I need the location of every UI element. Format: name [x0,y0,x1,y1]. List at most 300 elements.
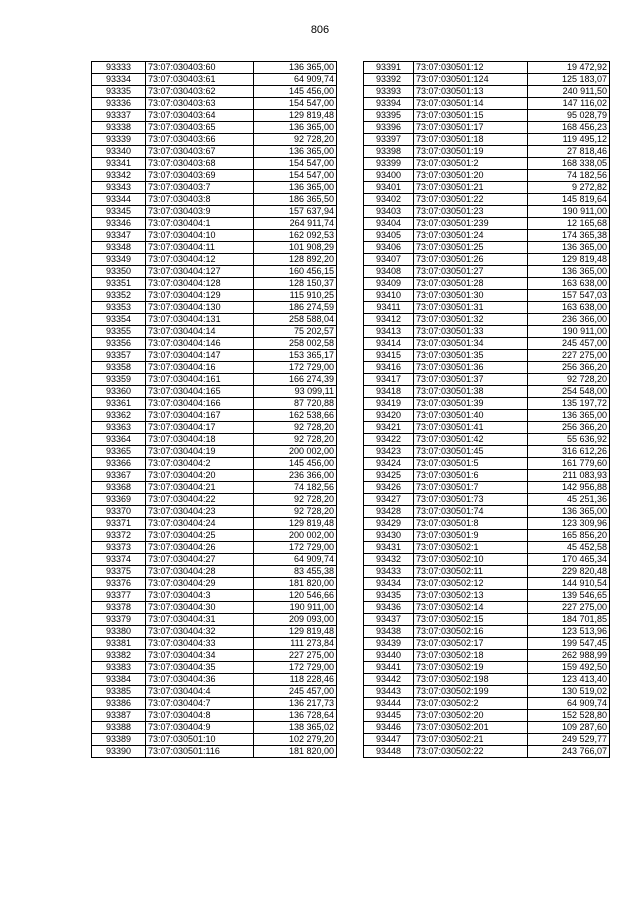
amount-cell: 245 457,00 [254,686,337,698]
row-number-cell: 93342 [92,170,146,182]
amount-cell: 184 701,85 [528,614,610,626]
amount-cell: 92 728,20 [254,422,337,434]
row-number-cell: 93360 [92,386,146,398]
table-row [364,674,610,686]
cadastral-number-cell: 73:07:030404:165 [146,386,254,398]
amount-cell: 256 366,20 [528,362,610,374]
table-row [364,386,610,398]
cadastral-number-cell: 73:07:030404:8 [146,710,254,722]
amount-cell: 163 638,00 [528,302,610,314]
row-number-cell: 93439 [364,638,414,650]
registry-table-right-body [364,62,610,758]
table-row [364,86,610,98]
amount-cell: 262 988,99 [528,650,610,662]
amount-cell: 200 002,00 [254,446,337,458]
amount-cell: 181 820,00 [254,746,337,758]
table-row [92,674,337,686]
row-number-cell: 93405 [364,230,414,242]
cadastral-number-cell: 73:07:030501:32 [414,314,528,326]
cadastral-number-cell: 73:07:030502:12 [414,578,528,590]
table-row [92,386,337,398]
row-number-cell: 93433 [364,566,414,578]
table-row [364,218,610,230]
cadastral-number-cell: 73:07:030501:7 [414,482,528,494]
row-number-cell: 93415 [364,350,414,362]
table-row [92,506,337,518]
row-number-cell: 93381 [92,638,146,650]
cadastral-number-cell: 73:07:030501:13 [414,86,528,98]
table-row [92,350,337,362]
cadastral-number-cell: 73:07:030501:22 [414,194,528,206]
row-number-cell: 93373 [92,542,146,554]
amount-cell: 240 911,50 [528,86,610,98]
row-number-cell: 93399 [364,158,414,170]
row-number-cell: 93419 [364,398,414,410]
amount-cell: 92 728,20 [254,506,337,518]
amount-cell: 186 365,50 [254,194,337,206]
row-number-cell: 93425 [364,470,414,482]
table-row [364,374,610,386]
row-number-cell: 93366 [92,458,146,470]
cadastral-number-cell: 73:07:030403:9 [146,206,254,218]
row-number-cell: 93337 [92,110,146,122]
cadastral-number-cell: 73:07:030501:5 [414,458,528,470]
row-number-cell: 93383 [92,662,146,674]
row-number-cell: 93374 [92,554,146,566]
table-row [364,470,610,482]
table-row [364,242,610,254]
table-row [92,290,337,302]
row-number-cell: 93333 [92,62,146,74]
row-number-cell: 93438 [364,626,414,638]
row-number-cell: 93354 [92,314,146,326]
table-row [92,158,337,170]
table-row [92,206,337,218]
row-number-cell: 93387 [92,710,146,722]
amount-cell: 95 028,79 [528,110,610,122]
table-row [364,422,610,434]
row-number-cell: 93418 [364,386,414,398]
table-row [364,74,610,86]
table-row [92,710,337,722]
cadastral-number-cell: 73:07:030404:128 [146,278,254,290]
table-row [364,98,610,110]
cadastral-number-cell: 73:07:030404:29 [146,578,254,590]
cadastral-number-cell: 73:07:030404:1 [146,218,254,230]
table-row [364,290,610,302]
row-number-cell: 93364 [92,434,146,446]
amount-cell: 165 856,20 [528,530,610,542]
amount-cell: 135 197,72 [528,398,610,410]
row-number-cell: 93397 [364,134,414,146]
row-number-cell: 93341 [92,158,146,170]
cadastral-number-cell: 73:07:030502:1 [414,542,528,554]
row-number-cell: 93434 [364,578,414,590]
table-row [364,62,610,74]
cadastral-number-cell: 73:07:030403:8 [146,194,254,206]
row-number-cell: 93424 [364,458,414,470]
amount-cell: 153 365,17 [254,350,337,362]
cadastral-number-cell: 73:07:030502:13 [414,590,528,602]
cadastral-number-cell: 73:07:030501:6 [414,470,528,482]
table-row [92,746,337,758]
amount-cell: 27 818,46 [528,146,610,158]
cadastral-number-cell: 73:07:030403:60 [146,62,254,74]
row-number-cell: 93393 [364,86,414,98]
cadastral-number-cell: 73:07:030501:41 [414,422,528,434]
amount-cell: 166 274,39 [254,374,337,386]
cadastral-number-cell: 73:07:030501:45 [414,446,528,458]
row-number-cell: 93409 [364,278,414,290]
row-number-cell: 93406 [364,242,414,254]
amount-cell: 145 456,00 [254,458,337,470]
table-row [92,302,337,314]
table-row [92,626,337,638]
row-number-cell: 93384 [92,674,146,686]
cadastral-number-cell: 73:07:030404:161 [146,374,254,386]
cadastral-number-cell: 73:07:030501:25 [414,242,528,254]
row-number-cell: 93414 [364,338,414,350]
table-row [92,650,337,662]
row-number-cell: 93359 [92,374,146,386]
amount-cell: 162 538,66 [254,410,337,422]
amount-cell: 136 365,00 [254,182,337,194]
table-row [92,734,337,746]
row-number-cell: 93382 [92,650,146,662]
row-number-cell: 93408 [364,266,414,278]
cadastral-number-cell: 73:07:030403:68 [146,158,254,170]
amount-cell: 138 365,02 [254,722,337,734]
amount-cell: 128 892,20 [254,254,337,266]
cadastral-number-cell: 73:07:030404:167 [146,410,254,422]
row-number-cell: 93339 [92,134,146,146]
table-row [364,458,610,470]
cadastral-number-cell: 73:07:030404:30 [146,602,254,614]
cadastral-number-cell: 73:07:030404:127 [146,266,254,278]
row-number-cell: 93437 [364,614,414,626]
cadastral-number-cell: 73:07:030502:199 [414,686,528,698]
cadastral-number-cell: 73:07:030404:33 [146,638,254,650]
amount-cell: 136 365,00 [528,410,610,422]
amount-cell: 129 819,48 [528,254,610,266]
row-number-cell: 93440 [364,650,414,662]
table-row [92,74,337,86]
row-number-cell: 93338 [92,122,146,134]
row-number-cell: 93367 [92,470,146,482]
table-row [364,158,610,170]
amount-cell: 236 366,00 [528,314,610,326]
cadastral-number-cell: 73:07:030404:24 [146,518,254,530]
row-number-cell: 93353 [92,302,146,314]
cadastral-number-cell: 73:07:030404:26 [146,542,254,554]
amount-cell: 55 636,92 [528,434,610,446]
amount-cell: 119 495,12 [528,134,610,146]
table-row [92,722,337,734]
table-row [92,518,337,530]
amount-cell: 115 910,25 [254,290,337,302]
cadastral-number-cell: 73:07:030404:35 [146,662,254,674]
row-number-cell: 93376 [92,578,146,590]
amount-cell: 92 728,20 [254,434,337,446]
amount-cell: 154 547,00 [254,98,337,110]
table-row [364,662,610,674]
amount-cell: 130 519,02 [528,686,610,698]
amount-cell: 136 365,00 [254,122,337,134]
cadastral-number-cell: 73:07:030403:69 [146,170,254,182]
table-row [92,470,337,482]
cadastral-number-cell: 73:07:030404:19 [146,446,254,458]
amount-cell: 74 182,56 [254,482,337,494]
cadastral-number-cell: 73:07:030404:12 [146,254,254,266]
table-row [92,362,337,374]
amount-cell: 157 547,03 [528,290,610,302]
table-row [92,194,337,206]
amount-cell: 211 083,93 [528,470,610,482]
amount-cell: 172 729,00 [254,362,337,374]
cadastral-number-cell: 73:07:030404:7 [146,698,254,710]
cadastral-number-cell: 73:07:030502:18 [414,650,528,662]
cadastral-number-cell: 73:07:030501:35 [414,350,528,362]
table-row [364,302,610,314]
row-number-cell: 93421 [364,422,414,434]
cadastral-number-cell: 73:07:030501:26 [414,254,528,266]
row-number-cell: 93400 [364,170,414,182]
table-row [92,314,337,326]
row-number-cell: 93357 [92,350,146,362]
table-row [92,374,337,386]
cadastral-number-cell: 73:07:030501:19 [414,146,528,158]
row-number-cell: 93445 [364,710,414,722]
cadastral-number-cell: 73:07:030501:116 [146,746,254,758]
table-row [92,446,337,458]
amount-cell: 186 274,59 [254,302,337,314]
row-number-cell: 93349 [92,254,146,266]
cadastral-number-cell: 73:07:030404:9 [146,722,254,734]
amount-cell: 159 492,50 [528,662,610,674]
table-row [364,278,610,290]
cadastral-number-cell: 73:07:030502:11 [414,566,528,578]
row-number-cell: 93370 [92,506,146,518]
cadastral-number-cell: 73:07:030501:34 [414,338,528,350]
table-row [92,110,337,122]
cadastral-number-cell: 73:07:030501:20 [414,170,528,182]
cadastral-number-cell: 73:07:030501:21 [414,182,528,194]
table-row [92,434,337,446]
amount-cell: 229 820,48 [528,566,610,578]
table-row [92,254,337,266]
amount-cell: 316 612,26 [528,446,610,458]
row-number-cell: 93343 [92,182,146,194]
amount-cell: 200 002,00 [254,530,337,542]
cadastral-number-cell: 73:07:030404:4 [146,686,254,698]
amount-cell: 249 529,77 [528,734,610,746]
table-row [364,650,610,662]
table-row [92,566,337,578]
cadastral-number-cell: 73:07:030404:3 [146,590,254,602]
amount-cell: 129 819,48 [254,110,337,122]
table-row [92,554,337,566]
cadastral-number-cell: 73:07:030501:10 [146,734,254,746]
cadastral-number-cell: 73:07:030403:62 [146,86,254,98]
table-row [92,698,337,710]
row-number-cell: 93394 [364,98,414,110]
table-row [364,230,610,242]
amount-cell: 147 116,02 [528,98,610,110]
cadastral-number-cell: 73:07:030404:22 [146,494,254,506]
row-number-cell: 93363 [92,422,146,434]
cadastral-number-cell: 73:07:030404:32 [146,626,254,638]
cadastral-number-cell: 73:07:030404:20 [146,470,254,482]
amount-cell: 144 910,54 [528,578,610,590]
cadastral-number-cell: 73:07:030404:17 [146,422,254,434]
row-number-cell: 93407 [364,254,414,266]
row-number-cell: 93356 [92,338,146,350]
table-row [92,662,337,674]
amount-cell: 64 909,74 [254,554,337,566]
row-number-cell: 93377 [92,590,146,602]
table-row [92,146,337,158]
amount-cell: 136 217,73 [254,698,337,710]
cadastral-number-cell: 73:07:030502:198 [414,674,528,686]
amount-cell: 172 729,00 [254,542,337,554]
cadastral-number-cell: 73:07:030404:18 [146,434,254,446]
cadastral-number-cell: 73:07:030501:36 [414,362,528,374]
amount-cell: 92 728,20 [528,374,610,386]
row-number-cell: 93403 [364,206,414,218]
row-number-cell: 93431 [364,542,414,554]
table-row [92,98,337,110]
table-row [364,710,610,722]
table-row [364,686,610,698]
table-row [364,410,610,422]
row-number-cell: 93336 [92,98,146,110]
cadastral-number-cell: 73:07:030502:20 [414,710,528,722]
registry-table-left [91,61,337,758]
row-number-cell: 93422 [364,434,414,446]
cadastral-number-cell: 73:07:030404:28 [146,566,254,578]
table-row [364,362,610,374]
table-row [364,554,610,566]
row-number-cell: 93340 [92,146,146,158]
amount-cell: 145 456,00 [254,86,337,98]
table-row [364,746,610,758]
table-row [364,602,610,614]
table-row [364,638,610,650]
cadastral-number-cell: 73:07:030404:146 [146,338,254,350]
cadastral-number-cell: 73:07:030501:17 [414,122,528,134]
amount-cell: 174 365,38 [528,230,610,242]
amount-cell: 161 779,60 [528,458,610,470]
amount-cell: 142 956,88 [528,482,610,494]
table-row [364,518,610,530]
table-row [92,458,337,470]
row-number-cell: 93444 [364,698,414,710]
amount-cell: 123 513,96 [528,626,610,638]
cadastral-number-cell: 73:07:030404:25 [146,530,254,542]
table-row [364,182,610,194]
amount-cell: 168 456,23 [528,122,610,134]
row-number-cell: 93361 [92,398,146,410]
row-number-cell: 93386 [92,698,146,710]
page-number: 806 [310,24,330,36]
row-number-cell: 93443 [364,686,414,698]
table-row [92,686,337,698]
cadastral-number-cell: 73:07:030403:63 [146,98,254,110]
amount-cell: 19 472,92 [528,62,610,74]
row-number-cell: 93385 [92,686,146,698]
row-number-cell: 93410 [364,290,414,302]
amount-cell: 190 911,00 [254,602,337,614]
row-number-cell: 93355 [92,326,146,338]
row-number-cell: 93351 [92,278,146,290]
cadastral-number-cell: 73:07:030404:16 [146,362,254,374]
table-row [364,206,610,218]
row-number-cell: 93365 [92,446,146,458]
row-number-cell: 93389 [92,734,146,746]
cadastral-number-cell: 73:07:030502:22 [414,746,528,758]
cadastral-number-cell: 73:07:030404:2 [146,458,254,470]
table-row [92,134,337,146]
amount-cell: 157 637,94 [254,206,337,218]
table-row [364,722,610,734]
cadastral-number-cell: 73:07:030404:36 [146,674,254,686]
cadastral-number-cell: 73:07:030502:15 [414,614,528,626]
cadastral-number-cell: 73:07:030404:27 [146,554,254,566]
amount-cell: 123 309,96 [528,518,610,530]
table-row [364,566,610,578]
cadastral-number-cell: 73:07:030501:74 [414,506,528,518]
table-row [92,398,337,410]
table-row [364,698,610,710]
row-number-cell: 93345 [92,206,146,218]
table-row [92,482,337,494]
cadastral-number-cell: 73:07:030502:2 [414,698,528,710]
cadastral-number-cell: 73:07:030403:66 [146,134,254,146]
table-row [364,398,610,410]
table-row [92,242,337,254]
cadastral-number-cell: 73:07:030501:9 [414,530,528,542]
row-number-cell: 93375 [92,566,146,578]
row-number-cell: 93344 [92,194,146,206]
cadastral-number-cell: 73:07:030404:166 [146,398,254,410]
row-number-cell: 93446 [364,722,414,734]
cadastral-number-cell: 73:07:030501:23 [414,206,528,218]
row-number-cell: 93427 [364,494,414,506]
row-number-cell: 93448 [364,746,414,758]
cadastral-number-cell: 73:07:030501:28 [414,278,528,290]
amount-cell: 168 338,05 [528,158,610,170]
amount-cell: 93 099,11 [254,386,337,398]
table-row [364,266,610,278]
row-number-cell: 93435 [364,590,414,602]
amount-cell: 236 366,00 [254,470,337,482]
amount-cell: 87 720,88 [254,398,337,410]
row-number-cell: 93348 [92,242,146,254]
cadastral-number-cell: 73:07:030403:65 [146,122,254,134]
table-row [364,338,610,350]
table-row [92,494,337,506]
row-number-cell: 93346 [92,218,146,230]
amount-cell: 9 272,82 [528,182,610,194]
cadastral-number-cell: 73:07:030501:30 [414,290,528,302]
table-row [92,602,337,614]
table-row [364,446,610,458]
cadastral-number-cell: 73:07:030502:14 [414,602,528,614]
registry-table-right [363,61,610,758]
row-number-cell: 93350 [92,266,146,278]
table-row [92,590,337,602]
amount-cell: 163 638,00 [528,278,610,290]
